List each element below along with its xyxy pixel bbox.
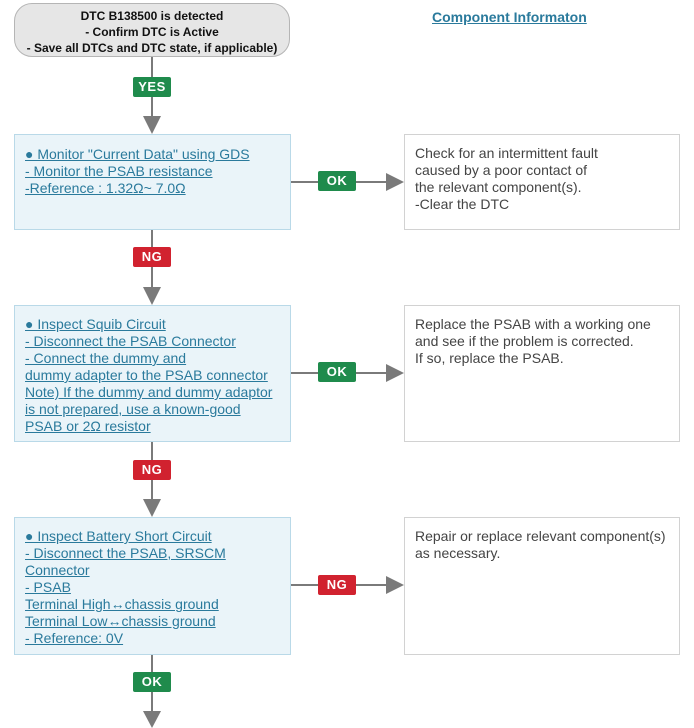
step-link[interactable]: - Disconnect the PSAB, SRSCM (25, 545, 226, 561)
step-link[interactable]: PSAB or 2Ω resistor (25, 418, 151, 434)
step-link[interactable]: - Connect the dummy and (25, 350, 187, 366)
arrow-right-2 (386, 364, 404, 382)
component-information-link[interactable]: Component Informaton (432, 9, 587, 25)
step-monitor-current-data (14, 134, 291, 230)
step-link[interactable]: - PSAB (25, 579, 71, 595)
step-link[interactable]: ● Monitor "Current Data" using GDS (25, 146, 250, 162)
result-line: Check for an intermittent fault (415, 145, 598, 161)
result-line: Repair or replace relevant component(s) (415, 528, 666, 544)
step-link[interactable]: Note) If the dummy and dummy adaptor (25, 384, 273, 400)
step-link[interactable]: - Monitor the PSAB resistance (25, 163, 213, 179)
step-link[interactable]: dummy adapter to the PSAB connector (25, 367, 268, 383)
result-line: Replace the PSAB with a working one (415, 316, 651, 332)
result-line: and see if the problem is corrected. (415, 333, 634, 349)
start-line: - Confirm DTC is Active (85, 25, 219, 39)
step-link[interactable]: - Disconnect the PSAB Connector (25, 333, 236, 349)
start-line: DTC B138500 is detected (80, 9, 224, 23)
result-line: the relevant component(s). (415, 179, 582, 195)
step-link[interactable]: Terminal High↔chassis ground (25, 596, 219, 612)
start-node (14, 3, 290, 57)
start-line: - Save all DTCs and DTC state, if applicable) (26, 41, 278, 55)
ok-badge: OK (318, 362, 356, 382)
arrow-down-2 (143, 287, 161, 305)
step-inspect-battery-short-circuit (14, 517, 291, 655)
step-link[interactable]: -Reference : 1.32Ω~ 7.0Ω (25, 180, 186, 196)
result-line: caused by a poor contact of (415, 162, 587, 178)
ok-badge: OK (318, 171, 356, 191)
arrow-down-1 (143, 116, 161, 134)
arrow-right-1 (386, 173, 404, 191)
arrow-down-3 (143, 499, 161, 517)
step-link[interactable]: is not prepared, use a known-good (25, 401, 241, 417)
result-repair-component (404, 517, 680, 655)
step-link[interactable]: ● Inspect Battery Short Circuit (25, 528, 212, 544)
ng-badge: NG (133, 460, 171, 480)
arrow-down-4 (143, 711, 161, 728)
result-line: If so, replace the PSAB. (415, 350, 564, 366)
yes-badge: YES (133, 77, 171, 97)
result-intermittent-fault (404, 134, 680, 230)
arrow-right-3 (386, 576, 404, 594)
step-inspect-squib-circuit (14, 305, 291, 442)
step-link[interactable]: Connector (25, 562, 90, 578)
ng-badge: NG (133, 247, 171, 267)
result-line: -Clear the DTC (415, 196, 510, 212)
result-replace-psab (404, 305, 680, 442)
step-link[interactable]: ● Inspect Squib Circuit (25, 316, 166, 332)
result-line: as necessary. (415, 545, 501, 561)
step-link[interactable]: - Reference: 0V (25, 630, 124, 646)
ok-badge: OK (133, 672, 171, 692)
ng-badge: NG (318, 575, 356, 595)
step-link[interactable]: Terminal Low↔chassis ground (25, 613, 216, 629)
